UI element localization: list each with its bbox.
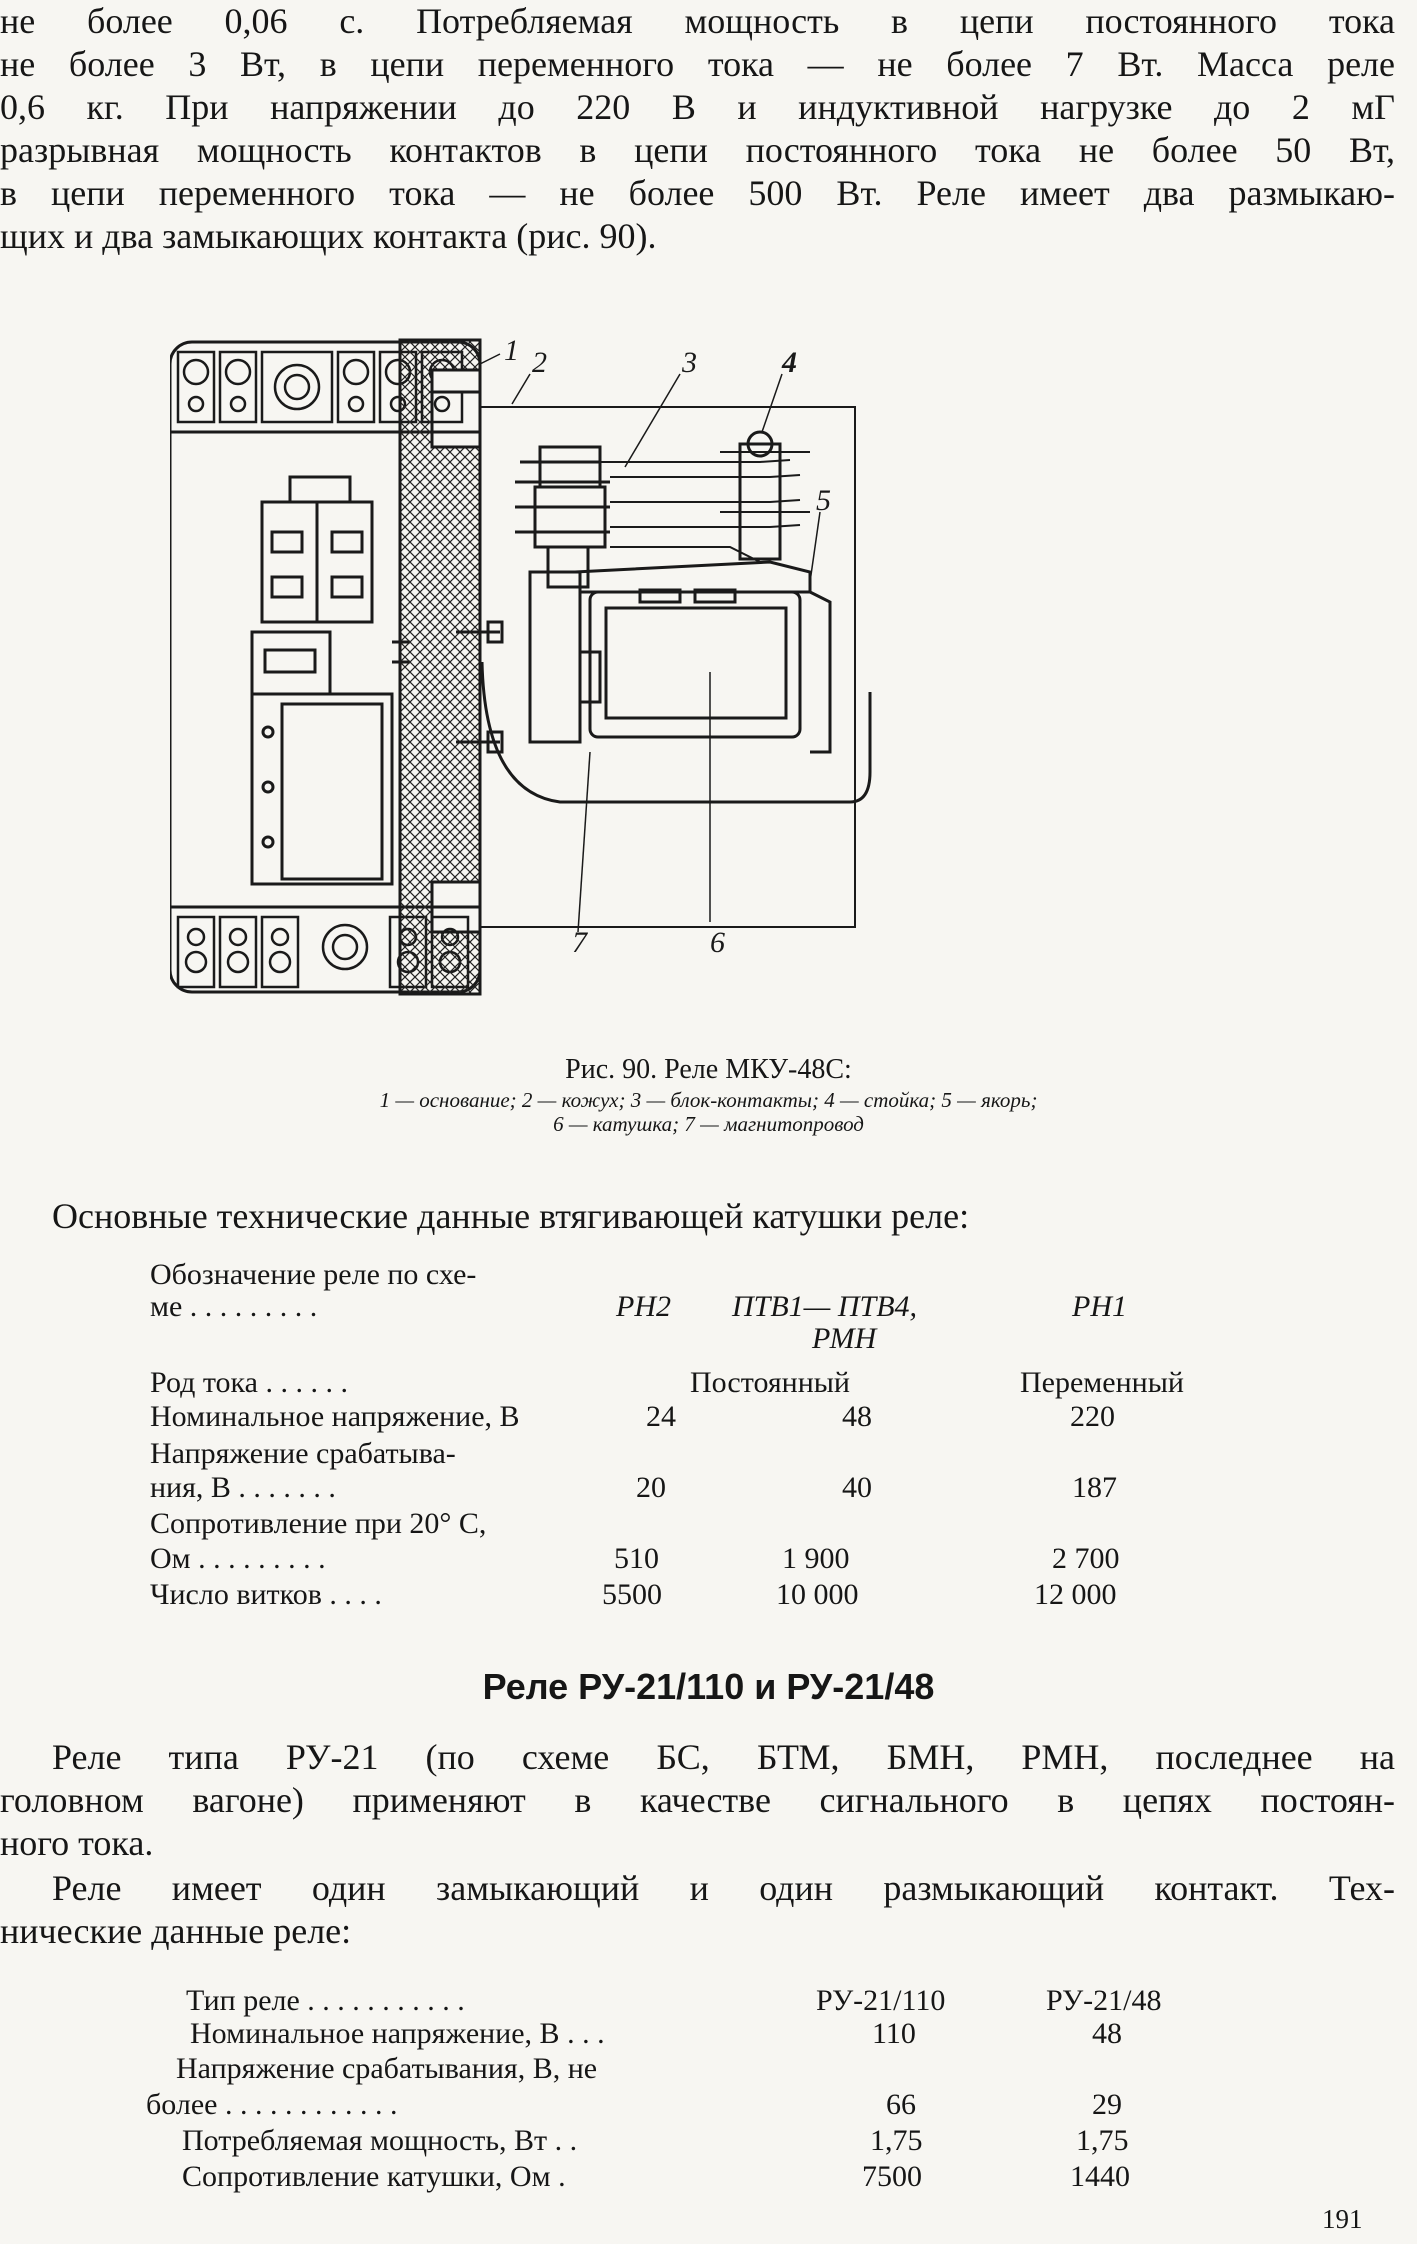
coil-col-header: РН1 bbox=[1072, 1290, 1127, 1323]
intro-line: в цепи переменного тока — не более 500 Вт. Реле имеет два размыкаю- bbox=[0, 173, 1395, 213]
coil-label: Номинальное напряжение, В bbox=[150, 1400, 520, 1433]
coil-label: ния, В . . . . . . . bbox=[150, 1471, 336, 1504]
ru-paragraph-line: ного тока. bbox=[0, 1823, 154, 1863]
ru-value: 7500 bbox=[862, 2160, 922, 2193]
callout-6: 6 bbox=[710, 926, 725, 959]
figure-caption bbox=[0, 1054, 1417, 1136]
coil-value: 187 bbox=[1072, 1471, 1117, 1504]
coil-value: Переменный bbox=[1020, 1366, 1184, 1399]
ru-paragraph-line: нические данные реле: bbox=[0, 1911, 352, 1951]
ru-label: Потребляемая мощность, Вт . . bbox=[182, 2124, 578, 2157]
coil-label: ме . . . . . . . . . bbox=[150, 1290, 318, 1323]
callout-3: 3 bbox=[682, 346, 697, 379]
ru-label: Напряжение срабатывания, В, не bbox=[176, 2052, 598, 2085]
ru-value: 1,75 bbox=[1076, 2124, 1129, 2157]
coil-col-header: РН2 bbox=[616, 1290, 671, 1323]
coil-label: Обозначение реле по схе- bbox=[150, 1258, 477, 1291]
coil-label: Сопротивление при 20° С, bbox=[150, 1507, 487, 1540]
coil-value: 10 000 bbox=[776, 1578, 859, 1611]
relay-drawing bbox=[170, 332, 1230, 1004]
intro-line: щих и два замыкающих контакта (рис. 90). bbox=[0, 216, 657, 256]
coil-value: 24 bbox=[646, 1400, 676, 1433]
ru-paragraph-1 bbox=[0, 1736, 1395, 1865]
callout-numbers bbox=[504, 334, 831, 959]
coil-intro: Основные технические данные втягивающей катушки реле: bbox=[52, 1196, 970, 1236]
figure-caption-legend: 6 — катушка; 7 — магнитопровод bbox=[553, 1112, 864, 1136]
ru-value: 110 bbox=[872, 2017, 916, 2050]
ru-label: более . . . . . . . . . . . . bbox=[146, 2088, 398, 2121]
ru-label: Тип реле . . . . . . . . . . . bbox=[186, 1984, 465, 2017]
ru-paragraph-line: Реле имеет один замыкающий и один размыкающий контакт. Тех- bbox=[52, 1868, 1395, 1908]
side-view bbox=[400, 340, 870, 994]
coil-value: 48 bbox=[842, 1400, 872, 1433]
ru-value: 29 bbox=[1092, 2088, 1122, 2121]
ru-value: 1440 bbox=[1070, 2160, 1130, 2193]
ru-value: 1,75 bbox=[870, 2124, 923, 2157]
figure-caption-legend: 1 — основание; 2 — кожух; 3 — блок-контакты; 4 — стойка; 5 — якорь; bbox=[379, 1088, 1038, 1112]
intro-line: не более 0,06 с. Потребляемая мощность в цепи постоянного тока bbox=[0, 1, 1395, 41]
ru-value: 48 bbox=[1092, 2017, 1122, 2050]
coil-value: 2 700 bbox=[1052, 1542, 1120, 1575]
ru-paragraph-line: Реле типа РУ-21 (по схеме БС, БТМ, БМН, РМН, последнее на bbox=[52, 1737, 1395, 1777]
callout-7: 7 bbox=[572, 926, 587, 959]
section-heading: Реле РУ-21/110 и РУ-21/48 bbox=[482, 1666, 935, 1707]
callout-4: 4 bbox=[782, 346, 797, 379]
ru-paragraph-line: головном вагоне) применяют в качестве сигнального в цепях постоян- bbox=[0, 1780, 1395, 1820]
callout-2: 2 bbox=[532, 346, 547, 379]
ru-paragraph-2 bbox=[0, 1867, 1395, 1953]
ru-value: РУ-21/110 bbox=[816, 1984, 946, 2017]
coil-value: 20 bbox=[636, 1471, 666, 1504]
coil-value: 510 bbox=[614, 1542, 659, 1575]
ru-value: РУ-21/48 bbox=[1046, 1984, 1162, 2017]
coil-label: Напряжение срабатыва- bbox=[150, 1437, 456, 1470]
intro-paragraph bbox=[0, 0, 1395, 258]
coil-col-header: ПТВ1— ПТВ4, bbox=[732, 1290, 918, 1323]
intro-line: разрывная мощность контактов в цепи постоянного тока не более 50 Вт, bbox=[0, 130, 1395, 170]
figure-caption-title: Рис. 90. Реле МКУ-48С: bbox=[565, 1054, 852, 1085]
ru-label: Номинальное напряжение, В . . . bbox=[190, 2017, 605, 2050]
coil-value: 12 000 bbox=[1034, 1578, 1117, 1611]
callout-5: 5 bbox=[816, 484, 831, 517]
ru-label: Сопротивление катушки, Ом . bbox=[182, 2160, 566, 2193]
callout-1: 1 bbox=[504, 334, 519, 367]
coil-value: 40 bbox=[842, 1471, 872, 1504]
coil-value: 220 bbox=[1070, 1400, 1115, 1433]
intro-line: не более 3 Вт, в цепи переменного тока — не более 7 Вт. Масса реле bbox=[0, 44, 1395, 84]
coil-label: Ом . . . . . . . . . bbox=[150, 1542, 326, 1575]
page-number: 191 bbox=[1322, 2204, 1363, 2234]
coil-col-header: РМН bbox=[812, 1322, 877, 1355]
ru-value: 66 bbox=[886, 2088, 916, 2121]
intro-line: 0,6 кг. При напряжении до 220 В и индуктивной нагрузке до 2 мГ bbox=[0, 87, 1395, 127]
coil-value: 5500 bbox=[602, 1578, 662, 1611]
coil-value: Постоянный bbox=[690, 1366, 850, 1399]
coil-value: 1 900 bbox=[782, 1542, 850, 1575]
coil-label: Число витков . . . . bbox=[150, 1578, 382, 1611]
coil-label: Род тока . . . . . . bbox=[150, 1366, 348, 1399]
